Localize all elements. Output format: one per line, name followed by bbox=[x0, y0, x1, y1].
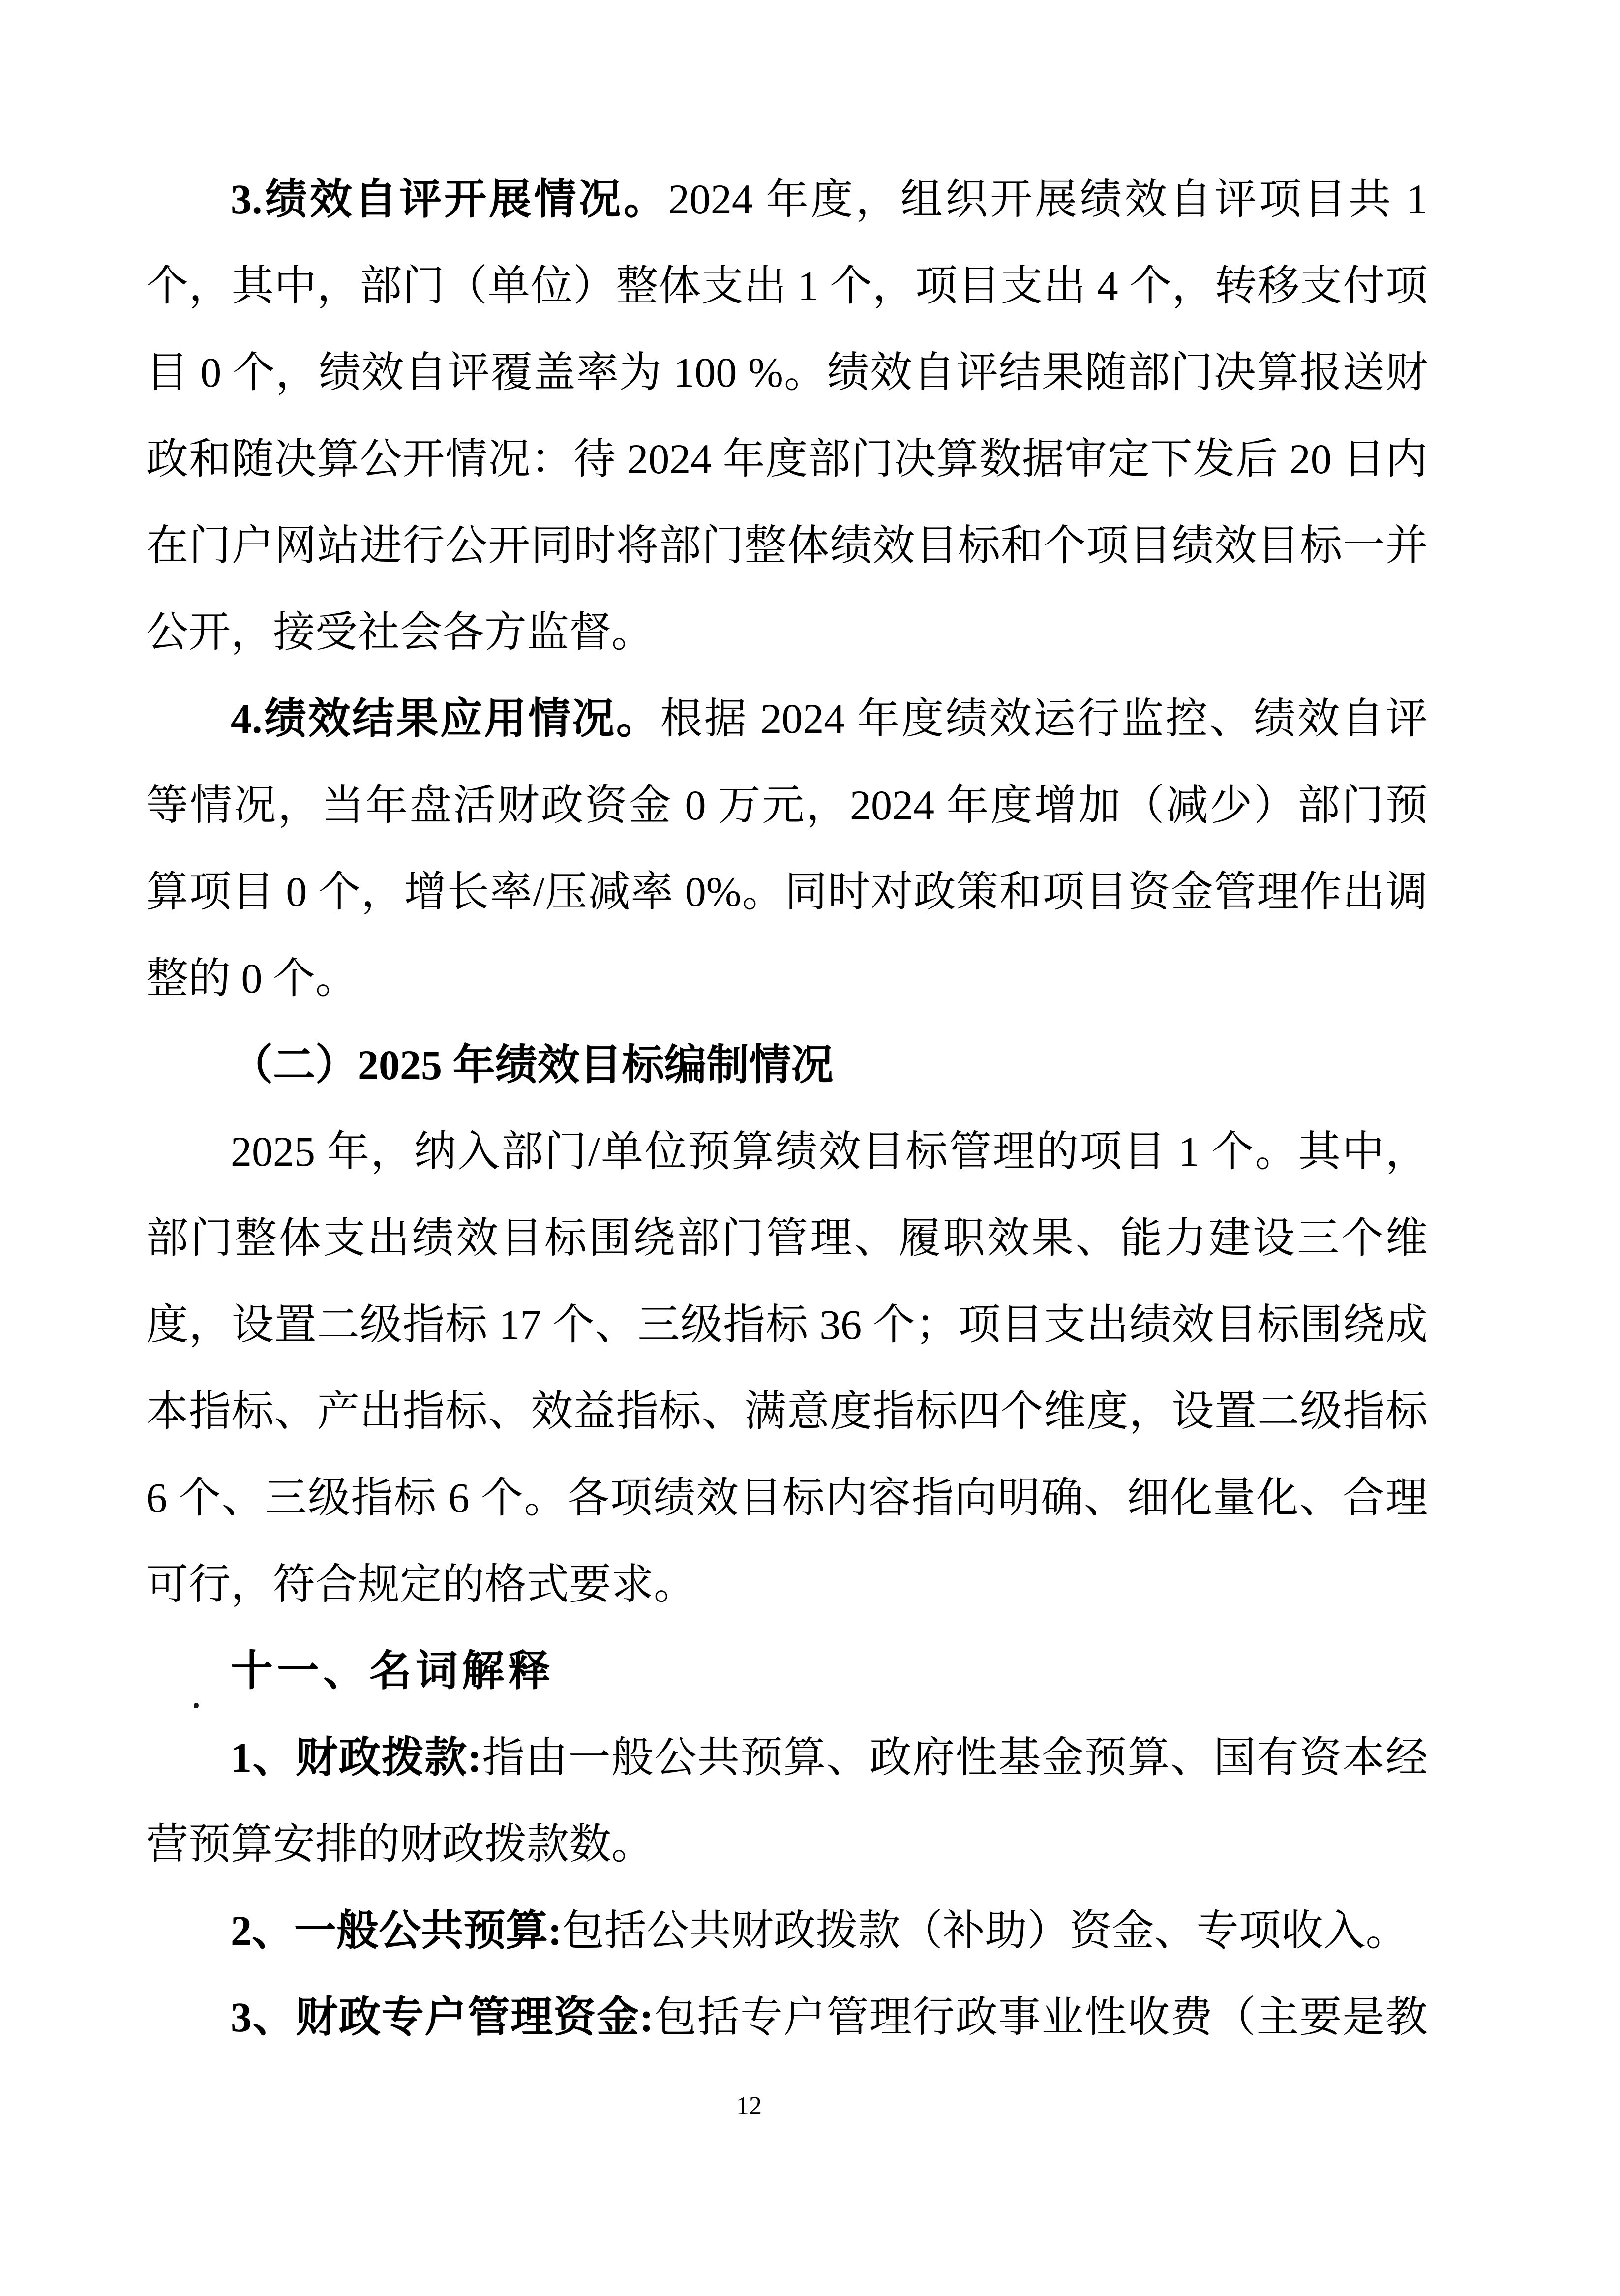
bold-text-run: 3、财政专户管理资金: bbox=[231, 1994, 654, 2041]
text-run: 政和随决算公开情况：待 2024 年度部门决算数据审定下发后 20 日内 bbox=[146, 435, 1428, 483]
para-4-line-3 bbox=[146, 848, 1428, 935]
text-run: 包括公共财政拨款（补助）资金、专项收入。 bbox=[562, 1907, 1408, 1954]
para-3-line-6 bbox=[146, 589, 1428, 675]
bold-text-run: 2、一般公共预算: bbox=[231, 1907, 562, 1954]
para-3-line-1 bbox=[146, 156, 1428, 242]
text-run: 包括专户管理行政事业性收费（主要是教 bbox=[654, 1994, 1428, 2041]
bold-text-run: 1、财政拨款: bbox=[231, 1734, 482, 1781]
para-3-line-5 bbox=[146, 502, 1428, 589]
para-5-line-6 bbox=[146, 1541, 1428, 1628]
para-5-line-1 bbox=[146, 1108, 1428, 1195]
bold-text-run: （二）2025 年绩效目标编制情况 bbox=[231, 1041, 834, 1088]
para-4-line-1 bbox=[146, 675, 1428, 762]
text-run: 2024 年度，组织开展绩效自评项目共 1 bbox=[668, 176, 1428, 223]
term-2-line-1 bbox=[146, 1887, 1428, 1974]
para-3-line-2 bbox=[146, 242, 1428, 329]
para-4-line-2 bbox=[146, 762, 1428, 848]
text-run: 营预算安排的财政拨款数。 bbox=[146, 1820, 654, 1868]
term-1-line-2 bbox=[146, 1801, 1428, 1887]
text-run: 6 个、三级指标 6 个。各项绩效目标内容指向明确、细化量化、合理 bbox=[146, 1474, 1428, 1521]
para-5-line-4 bbox=[146, 1368, 1428, 1454]
text-run: 度，设置二级指标 17 个、三级指标 36 个；项目支出绩效目标围绕成 bbox=[146, 1301, 1428, 1348]
para-3-line-4 bbox=[146, 416, 1428, 502]
text-run: 可行，符合规定的格式要求。 bbox=[146, 1561, 696, 1608]
text-run: 根据 2024 年度绩效运行监控、绩效自评 bbox=[660, 695, 1428, 742]
text-run: 整的 0 个。 bbox=[146, 955, 358, 1002]
text-run: 在门户网站进行公开同时将部门整体绩效目标和个项目绩效目标一并 bbox=[146, 522, 1428, 569]
text-run: 公开，接受社会各方监督。 bbox=[146, 608, 654, 656]
stray-ink-mark bbox=[194, 1703, 199, 1708]
text-run: 2025 年，纳入部门/单位预算绩效目标管理的项目 1 个。其中， bbox=[231, 1128, 1428, 1175]
para-3-line-3 bbox=[146, 329, 1428, 416]
text-run: 部门整体支出绩效目标围绕部门管理、履职效果、能力建设三个维 bbox=[146, 1214, 1428, 1262]
para-4-line-4 bbox=[146, 935, 1428, 1022]
term-3-line-1 bbox=[146, 1974, 1428, 2060]
page-number: 12 bbox=[736, 2092, 762, 2120]
text-run: 等情况，当年盘活财政资金 0 万元，2024 年度增加（减少）部门预 bbox=[146, 782, 1428, 829]
document-body bbox=[146, 156, 1428, 2060]
para-5-line-3 bbox=[146, 1281, 1428, 1368]
text-run: 算项目 0 个，增长率/压减率 0%。同时对政策和项目资金管理作出调 bbox=[146, 868, 1428, 915]
section-heading-eleven bbox=[146, 1628, 1428, 1714]
text-run: 目 0 个，绩效自评覆盖率为 100 %。绩效自评结果随部门决算报送财 bbox=[146, 349, 1428, 396]
text-run: 个，其中，部门（单位）整体支出 1 个，项目支出 4 个，转移支付项 bbox=[146, 262, 1428, 309]
text-run: 指由一般公共预算、政府性基金预算、国有资本经 bbox=[481, 1734, 1428, 1781]
bold-text-run: 4.绩效结果应用情况。 bbox=[231, 695, 660, 742]
bold-text-run: 3.绩效自评开展情况。 bbox=[231, 176, 668, 223]
para-5-line-5 bbox=[146, 1454, 1428, 1541]
section-heading-two bbox=[146, 1022, 1428, 1108]
para-5-line-2 bbox=[146, 1195, 1428, 1281]
bold-text-run: 十一、名词解释 bbox=[231, 1647, 554, 1694]
text-run: 本指标、产出指标、效益指标、满意度指标四个维度，设置二级指标 bbox=[146, 1388, 1428, 1435]
term-1-line-1 bbox=[146, 1714, 1428, 1801]
